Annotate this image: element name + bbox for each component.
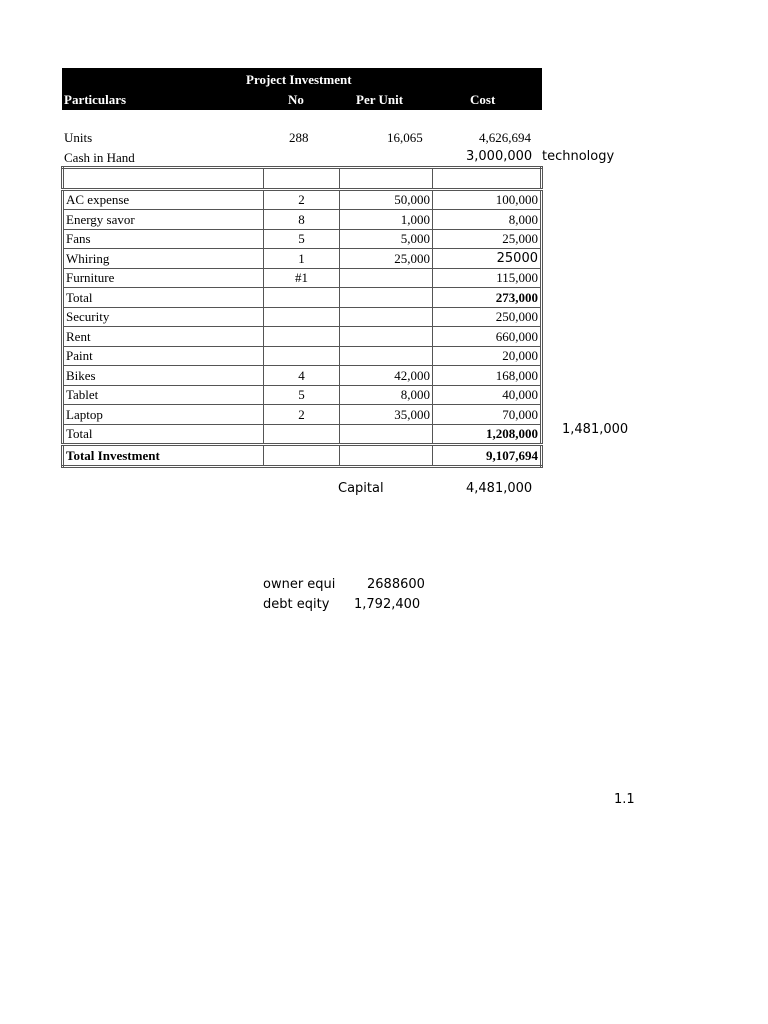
units-per-unit: 16,065 [387,130,423,145]
row-label: Security [63,307,264,327]
row-per-unit: 50,000 [340,189,433,210]
row-no [264,327,340,347]
table-row [63,405,542,425]
row-cost: 250,000 [433,307,542,327]
debt-equity-value: 1,792,400 [354,597,421,612]
table-row [63,327,542,347]
row-label: Bikes [63,366,264,386]
table-title: Project Investment [246,72,352,87]
row-per-unit [340,424,433,445]
row-per-unit [340,307,433,327]
row-label: Rent [63,327,264,347]
row-label: Furniture [63,268,264,288]
row-cost: 168,000 [433,366,542,386]
cash-note: technology [542,149,615,164]
row-cost: 660,000 [433,327,542,347]
table-row [63,366,542,386]
row-cost: 1,208,000 [433,424,542,445]
row-label: Total [63,424,264,445]
footnote-value: 1.1 [614,792,635,807]
table-row [63,168,542,190]
row-per-unit: 35,000 [340,405,433,425]
table-row [63,445,542,467]
table-row [63,307,542,327]
row-cost: 8,000 [433,210,542,230]
row-no: 5 [264,229,340,249]
row-per-unit [340,445,433,467]
table-row [63,249,542,269]
row-label: Energy savor [63,210,264,230]
row-no: 4 [264,366,340,386]
row-label: AC expense [63,189,264,210]
row-no [264,424,340,445]
side-total-value: 1,481,000 [562,422,629,437]
owner-equity-value: 2688600 [367,577,425,592]
table-row [63,385,542,405]
row-cost: 9,107,694 [433,445,542,467]
row-no [264,346,340,366]
units-cost: 4,626,694 [479,130,531,145]
table-row [63,424,542,445]
row-no [264,288,340,308]
row-label: Total [63,288,264,308]
capital-value: 4,481,000 [466,481,533,496]
row-no: #1 [264,268,340,288]
row-cost: 273,000 [433,288,542,308]
row-per-unit: 8,000 [340,385,433,405]
row-label: Whiring [63,249,264,269]
row-per-unit: 1,000 [340,210,433,230]
row-per-unit: 42,000 [340,366,433,386]
header-particulars: Particulars [64,92,127,107]
row-cost [433,168,542,190]
row-per-unit [340,327,433,347]
row-label: Tablet [63,385,264,405]
units-no: 288 [289,130,309,145]
row-cost: 100,000 [433,189,542,210]
row-per-unit [340,346,433,366]
table-row [63,229,542,249]
row-no [264,168,340,190]
row-no: 8 [264,210,340,230]
row-no: 1 [264,249,340,269]
table-row [63,268,542,288]
row-per-unit: 25,000 [340,249,433,269]
row-cost: 25,000 [433,229,542,249]
row-cost: 70,000 [433,405,542,425]
row-no: 5 [264,385,340,405]
row-label: Paint [63,346,264,366]
row-per-unit [340,288,433,308]
row-label: Laptop [63,405,264,425]
row-no: 2 [264,189,340,210]
row-no [264,307,340,327]
units-label: Units [64,130,93,145]
table-row [63,210,542,230]
header-per-unit: Per Unit [356,92,404,107]
row-per-unit [340,168,433,190]
table-header [62,68,542,110]
capital-label: Capital [338,481,384,496]
cash-label: Cash in Hand [64,150,135,165]
owner-equity-label: owner equi [263,577,336,592]
table-row [63,189,542,210]
table-row [63,346,542,366]
investment-table [61,166,543,468]
row-no: 2 [264,405,340,425]
row-cost: 115,000 [433,268,542,288]
debt-equity-label: debt eqity [263,597,330,612]
header-cost: Cost [470,92,496,107]
row-cost: 40,000 [433,385,542,405]
row-label: Fans [63,229,264,249]
header-no: No [288,92,304,107]
cash-cost: 3,000,000 [466,149,533,164]
row-label [63,168,264,190]
row-label: Total Investment [63,445,264,467]
table-row [63,288,542,308]
row-no [264,445,340,467]
row-per-unit: 5,000 [340,229,433,249]
row-per-unit [340,268,433,288]
row-cost: 20,000 [433,346,542,366]
row-cost: 25000 [433,249,542,269]
